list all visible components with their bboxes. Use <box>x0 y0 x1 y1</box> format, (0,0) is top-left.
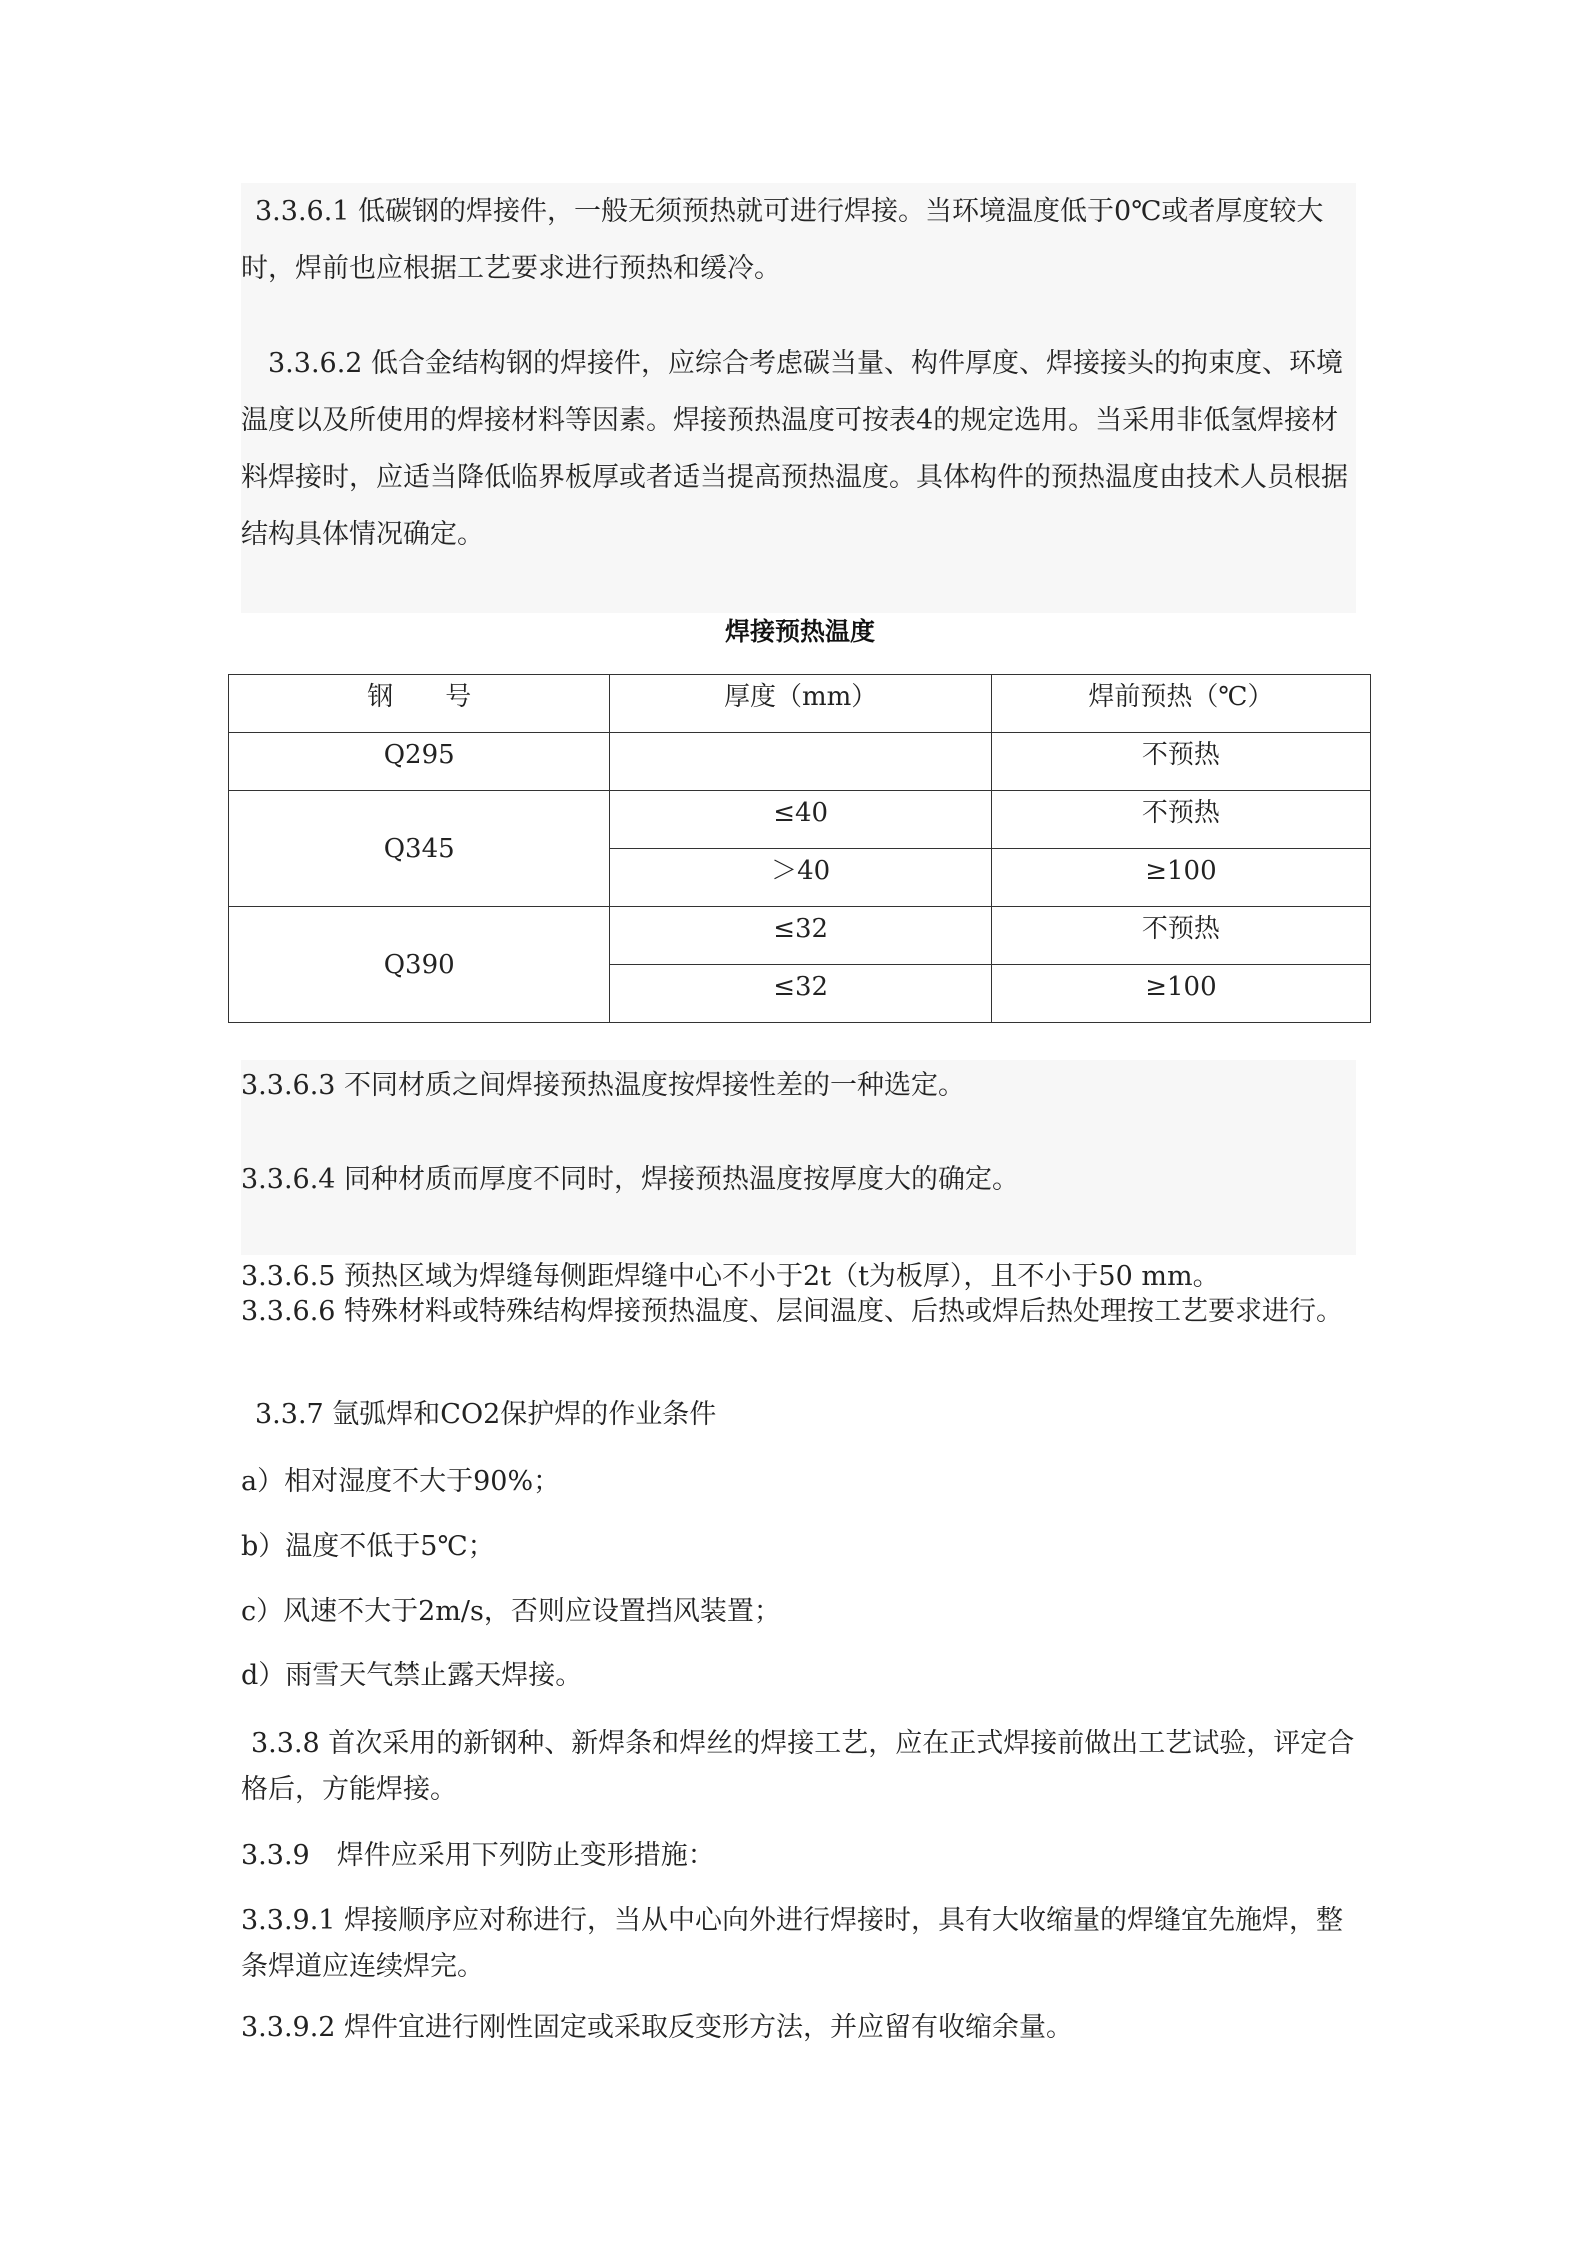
table-row <box>229 791 1371 849</box>
list-item-c: c）风速不大于2m/s，否则应设置挡风装置； <box>241 1596 781 1627</box>
paragraph-3-3-6-1: 3.3.6.1 低碳钢的焊接件，一般无须预热就可进行焊接。当环境温度低于0℃或者厚度较大时，焊前也应根据工艺要求进行预热和缓冷。 <box>241 196 1324 284</box>
cell-preheat-q345-2: ≥100 <box>991 849 1370 907</box>
cell-preheat-q345-1: 不预热 <box>991 791 1370 849</box>
cell-thickness-q390-2: ≤32 <box>610 965 991 1023</box>
cell-preheat-q390-2: ≥100 <box>991 965 1370 1023</box>
list-item-b: b）温度不低于5℃； <box>241 1531 495 1562</box>
preheat-table <box>228 674 1371 1023</box>
list-item-a: a）相对湿度不大于90%； <box>241 1466 561 1497</box>
table-row <box>229 907 1371 965</box>
cell-thickness-q390-1: ≤32 <box>610 907 991 965</box>
cell-grade-q390: Q390 <box>229 907 610 1023</box>
paragraph-3-3-6-6: 3.3.6.6 特殊材料或特殊结构焊接预热温度、层间温度、后热或焊后热处理按工艺要求进行。 <box>241 1296 1344 1327</box>
header-thickness: 厚度（mm） <box>610 675 991 733</box>
cell-grade-q295: Q295 <box>229 733 610 791</box>
paragraph-3-3-6-4: 3.3.6.4 同种材质而厚度不同时，焊接预热温度按厚度大的确定。 <box>241 1164 1020 1195</box>
cell-thickness-q345-1: ≤40 <box>610 791 991 849</box>
table-header-row <box>229 675 1371 733</box>
cell-grade-q345: Q345 <box>229 791 610 907</box>
cell-preheat-q390-1: 不预热 <box>991 907 1370 965</box>
header-steel-grade: 钢 号 <box>229 675 610 733</box>
paragraph-3-3-7: 3.3.7 氩弧焊和CO2保护焊的作业条件 <box>255 1399 717 1430</box>
table-row <box>229 733 1371 791</box>
paragraph-3-3-9: 3.3.9 焊件应采用下列防止变形措施： <box>241 1840 715 1871</box>
cell-thickness-q345-2: ＞40 <box>610 849 991 907</box>
cell-thickness-q295 <box>610 733 991 791</box>
paragraph-3-3-6-5: 3.3.6.5 预热区域为焊缝每侧距焊缝中心不小于2t（t为板厚），且不小于50 mm。 <box>241 1261 1220 1292</box>
paragraph-3-3-9-1: 3.3.9.1 焊接顺序应对称进行，当从中心向外进行焊接时，具有大收缩量的焊缝宜先施焊，整条焊道应连续焊完。 <box>241 1905 1344 1982</box>
header-preheat: 焊前预热（℃） <box>991 675 1370 733</box>
cell-preheat-q295: 不预热 <box>991 733 1370 791</box>
paragraph-3-3-6-3: 3.3.6.3 不同材质之间焊接预热温度按焊接性差的一种选定。 <box>241 1070 966 1101</box>
paragraph-3-3-6-2: 3.3.6.2 低合金结构钢的焊接件，应综合考虑碳当量、构件厚度、焊接接头的拘束度、环境温度以及所使用的焊接材料等因素。焊接预热温度可按表4的规定选用。当采用非低氢焊接材料焊接时，应适当降低临界板厚或者适当提高预热温度。具体构件的预热温度由技术人员根据结构具体情况确定。 <box>241 348 1348 550</box>
paragraph-3-3-9-2: 3.3.9.2 焊件宜进行刚性固定或采取反变形方法，并应留有收缩余量。 <box>241 2012 1074 2043</box>
table-caption: 焊接预热温度 <box>724 617 875 646</box>
paragraph-3-3-8: 3.3.8 首次采用的新钢种、新焊条和焊丝的焊接工艺，应在正式焊接前做出工艺试验，评定合格后，方能焊接。 <box>241 1728 1355 1805</box>
list-item-d: d）雨雪天气禁止露天焊接。 <box>241 1660 583 1691</box>
